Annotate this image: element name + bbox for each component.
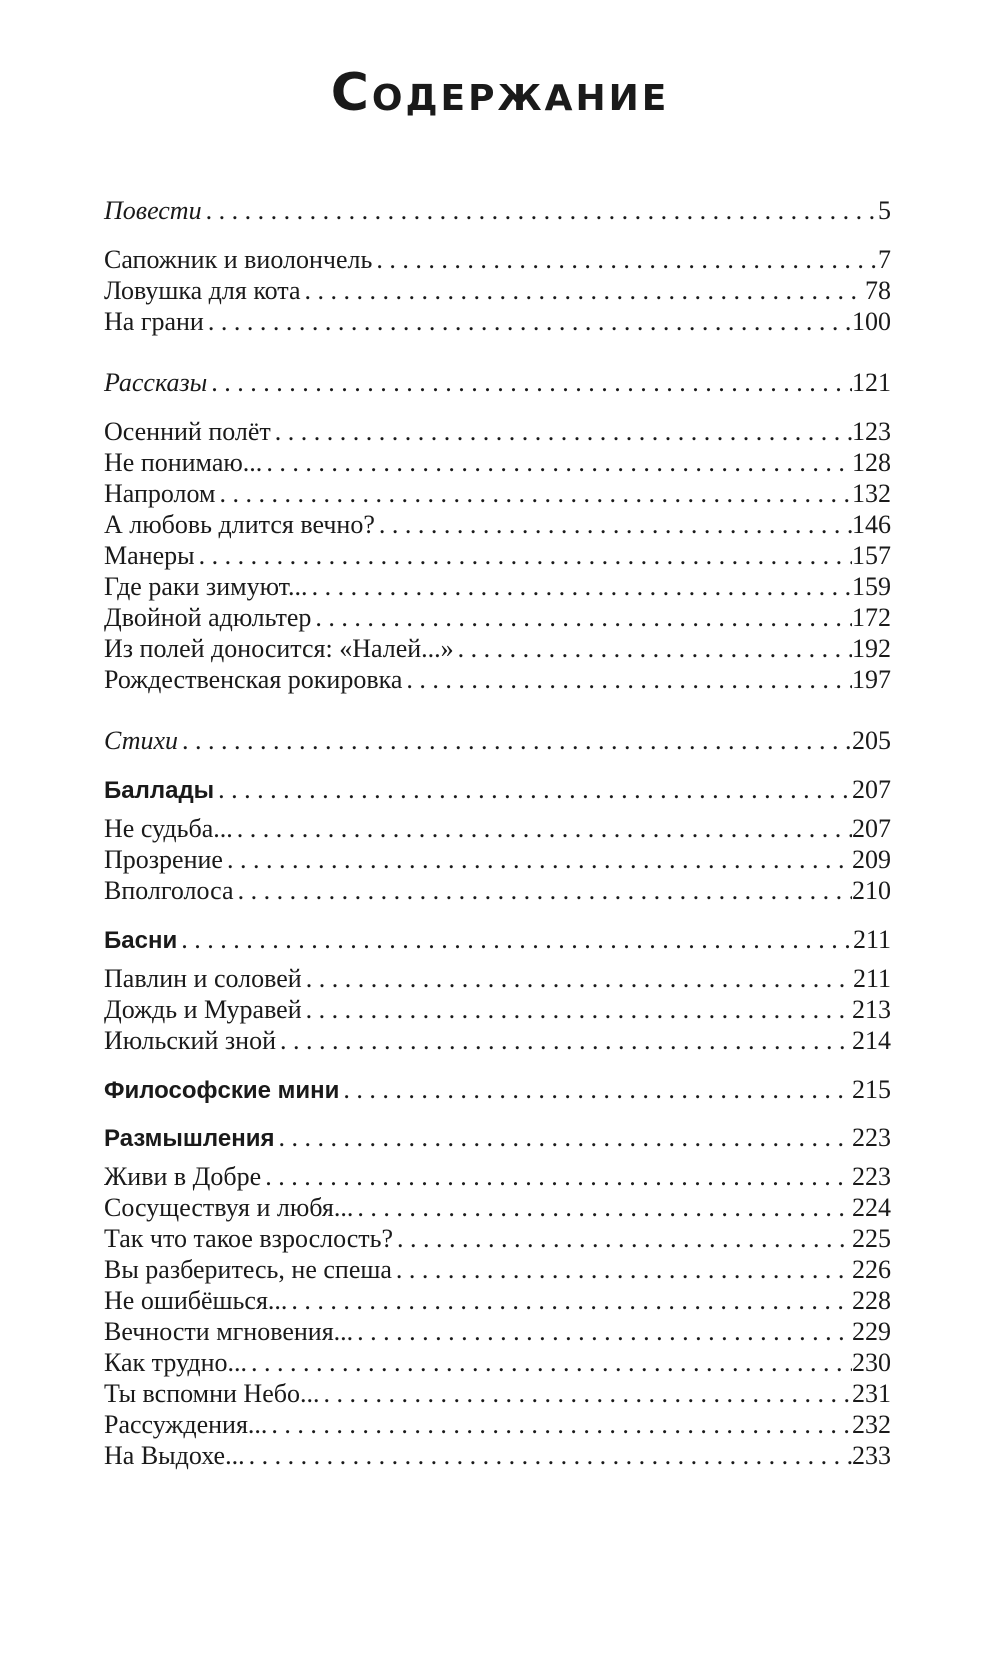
dot-leader — [214, 772, 852, 808]
toc-entry-title: Дождь и Муравей — [104, 995, 302, 1024]
toc-page-number: 7 — [878, 245, 891, 274]
toc-entry-title: Вечности мгновения... — [104, 1317, 354, 1346]
toc-row — [104, 662, 891, 698]
toc-page-number: 230 — [852, 1348, 891, 1377]
toc-page-number: 207 — [852, 814, 891, 843]
dot-leader — [178, 723, 852, 759]
toc-page-number: 192 — [852, 634, 891, 663]
toc-page-number: 157 — [852, 541, 891, 570]
toc-page-number: 128 — [852, 448, 891, 477]
toc-page-number: 197 — [852, 665, 891, 694]
dot-leader — [207, 365, 852, 401]
toc-page-number: 228 — [852, 1286, 891, 1315]
toc-entry-title: Напролом — [104, 479, 216, 508]
toc-row — [104, 723, 891, 759]
toc-entry-title: Не ошибёшься... — [104, 1286, 288, 1315]
toc-entry-title: Не понимаю... — [104, 448, 263, 477]
table-of-contents — [104, 0, 891, 1658]
toc-row — [104, 1120, 891, 1156]
toc-page-number: 123 — [852, 417, 891, 446]
toc-page-number: 172 — [852, 603, 891, 632]
toc-entry-title: Павлин и соловей — [104, 964, 302, 993]
toc-page-number: 232 — [852, 1410, 891, 1439]
toc-entry-title: Вполголоса — [104, 876, 234, 905]
toc-page-number: 210 — [852, 876, 891, 905]
toc-page-number: 100 — [852, 307, 891, 336]
toc-entry-title: Басни — [104, 927, 178, 954]
toc-row — [104, 1072, 891, 1108]
toc-entry-title: Как трудно... — [104, 1348, 248, 1377]
dot-leader — [204, 304, 852, 340]
dot-leader — [245, 1438, 852, 1474]
toc-page-number: 207 — [852, 775, 891, 804]
toc-entry-title: Манеры — [104, 541, 195, 570]
toc-page-number: 146 — [852, 510, 891, 539]
toc-row — [104, 304, 891, 340]
toc-row — [104, 772, 891, 808]
dot-leader — [234, 873, 852, 909]
toc-entry-title: Ты вспомни Небо... — [104, 1379, 320, 1408]
toc-page-number: 229 — [852, 1317, 891, 1346]
toc-page-number: 5 — [878, 196, 891, 225]
toc-page-number: 225 — [852, 1224, 891, 1253]
toc-row — [104, 193, 891, 229]
toc-page-number: 223 — [852, 1123, 891, 1152]
toc-entry-title: Осенний полёт — [104, 417, 271, 446]
toc-row — [104, 365, 891, 401]
page-title: Содержание — [330, 63, 670, 123]
toc-entry-title: А любовь длится вечно? — [104, 510, 375, 539]
toc-page-number: 213 — [852, 995, 891, 1024]
toc-page-number: 226 — [852, 1255, 891, 1284]
toc-entry-title: Двойной адюльтер — [104, 603, 312, 632]
toc-entry-title: Сапожник и виолончель — [104, 245, 373, 274]
toc-entry-title: Ловушка для кота — [104, 276, 301, 305]
toc-entry-title: Стихи — [104, 726, 179, 755]
toc-page-number: 224 — [852, 1193, 891, 1222]
dot-leader — [177, 922, 853, 958]
dot-leader — [274, 1120, 852, 1156]
dot-leader — [339, 1072, 852, 1108]
dot-leader — [276, 1023, 852, 1059]
toc-page-number: 205 — [852, 726, 891, 755]
toc-entry-title: Повести — [104, 196, 202, 225]
toc-row — [104, 922, 891, 958]
toc-entry-title: Рождественская рокировка — [104, 665, 403, 694]
toc-entry-title: Сосуществуя и любя... — [104, 1193, 354, 1222]
toc-page-number: 215 — [852, 1075, 891, 1104]
toc-page-number: 209 — [852, 845, 891, 874]
toc-entry-title: Вы разберитесь, не спеша — [104, 1255, 392, 1284]
dot-leader — [402, 662, 852, 698]
toc-page-number: 211 — [852, 964, 891, 993]
toc-page-number: 78 — [865, 276, 891, 305]
toc-entry-title: На Выдохе... — [104, 1441, 245, 1470]
toc-entry-title: Июльский зной — [104, 1026, 276, 1055]
toc-page-number: 223 — [852, 1162, 891, 1191]
toc-row — [104, 1438, 891, 1474]
toc-entry-title: Живи в Добре — [104, 1162, 262, 1191]
toc-page-number: 214 — [852, 1026, 891, 1055]
toc-entry-title: Где раки зимуют... — [104, 572, 308, 601]
toc-page-number: 159 — [852, 572, 891, 601]
toc-entry-title: Прозрение — [104, 845, 223, 874]
toc-page-number: 231 — [852, 1379, 891, 1408]
toc-entry-title: Рассказы — [104, 368, 208, 397]
toc-page-number: 233 — [852, 1441, 891, 1470]
toc-page-number: 121 — [852, 368, 891, 397]
toc-page-number: 211 — [852, 925, 891, 954]
toc-page-number: 132 — [852, 479, 891, 508]
toc-entry-title: Не судьба... — [104, 814, 233, 843]
toc-entry-title: Из полей доносится: «Налей...» — [104, 634, 454, 663]
toc-entry-title: Рассуждения... — [104, 1410, 268, 1439]
toc-entry-title: Философские мини — [104, 1077, 340, 1104]
toc-entry-title: Баллады — [104, 777, 215, 804]
toc-row — [104, 1023, 891, 1059]
toc-entry-title: На грани — [104, 307, 204, 336]
toc-row — [104, 873, 891, 909]
toc-entry-title: Так что такое взрослость? — [104, 1224, 394, 1253]
dot-leader — [202, 193, 878, 229]
toc-entry-title: Размышления — [104, 1125, 275, 1152]
